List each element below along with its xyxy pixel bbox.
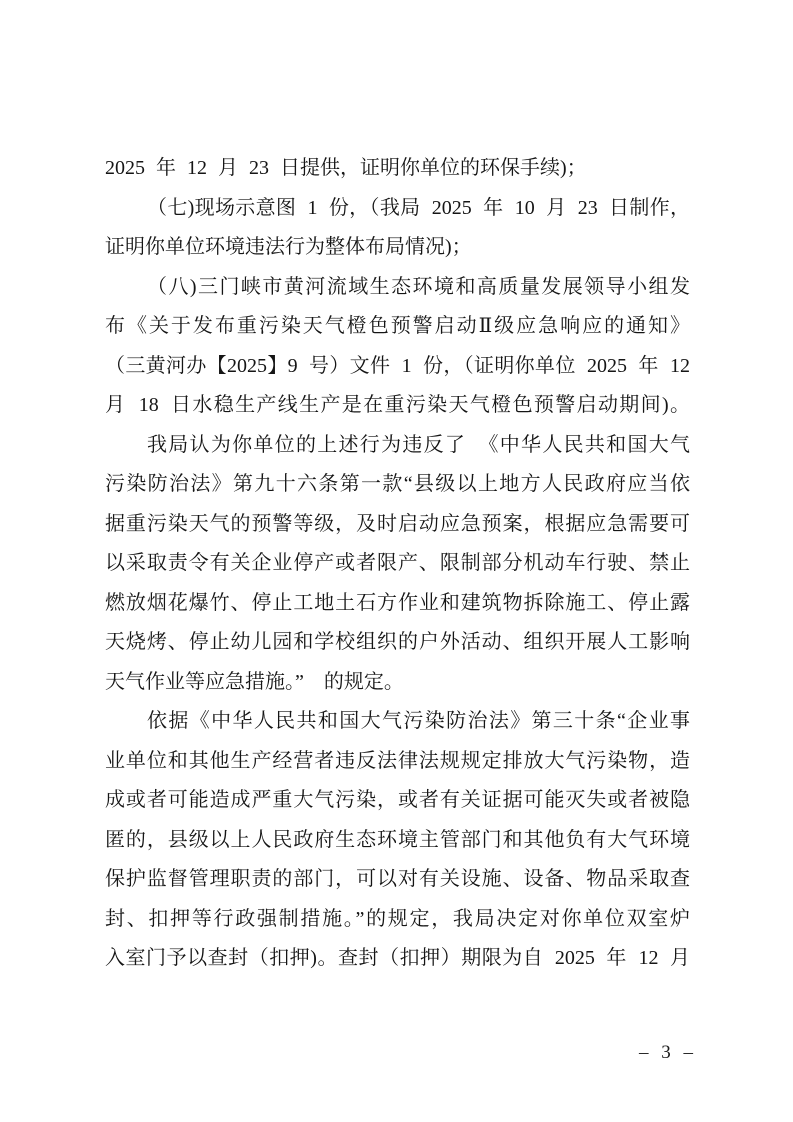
text-line: 月 18 日水稳生产线生产是在重污染天气橙色预警启动期间)。: [105, 394, 690, 416]
text-line: 以采取责令有关企业停产或者限产、限制部分机动车行驶、禁止: [105, 552, 690, 574]
text-line: 依据《中华人民共和国大气污染防治法》第三十条“企业事: [147, 710, 690, 732]
page-number: – 3 –: [639, 1042, 697, 1063]
text-line: 匿的，县级以上人民政府生态环境主管部门和其他负有大气环境: [105, 828, 690, 851]
text-line: （八)三门峡市黄河流域生态环境和高质量发展领导小组发: [147, 275, 690, 298]
text-line: 布《关于发布重污染天气橙色预警启动Ⅱ级应急响应的通知》: [105, 315, 690, 337]
text-line: 我局认为你单位的上述行为违反了 《中华人民共和国大气: [147, 433, 690, 456]
text-line: 燃放烟花爆竹、停止工地土石方作业和建筑物拆除施工、停止露: [105, 591, 690, 614]
text-line: 天气作业等应急措施。” 的规定。: [105, 670, 404, 693]
text-line: 污染防治法》第九十六条第一款“县级以上地方人民政府应当依: [105, 473, 690, 495]
text-line: 证明你单位环境违法行为整体布局情况)；: [105, 236, 472, 258]
text-line: 封、扣押等行政强制措施。”的规定，我局决定对你单位双室炉: [105, 907, 690, 930]
document-body-text: [105, 149, 690, 979]
text-line: 入室门予以查封（扣押)。查封（扣押）期限为自 2025 年 12 月: [105, 947, 690, 969]
text-line: 天烧烤、停止幼儿园和学校组织的户外活动、组织开展人工影响: [105, 631, 690, 653]
text-line: 保护监督管理职责的部门，可以对有关设施、设备、物品采取查: [105, 868, 690, 890]
text-line: 成或者可能造成严重大气污染，或者有关证据可能灭失或者被隐: [105, 789, 690, 811]
text-line: 业单位和其他生产经营者违反法律法规规定排放大气污染物，造: [105, 749, 690, 772]
text-line: 据重污染天气的预警等级，及时启动应急预案，根据应急需要可: [105, 512, 690, 535]
text-line: 2025 年 12 月 23 日提供，证明你单位的环保手续)；: [105, 157, 587, 179]
text-line: （三黄河办【2025】9 号）文件 1 份，（证明你单位 2025 年 12: [105, 354, 690, 377]
text-line: （七)现场示意图 1 份，（我局 2025 年 10 月 23 日制作，: [147, 196, 690, 219]
